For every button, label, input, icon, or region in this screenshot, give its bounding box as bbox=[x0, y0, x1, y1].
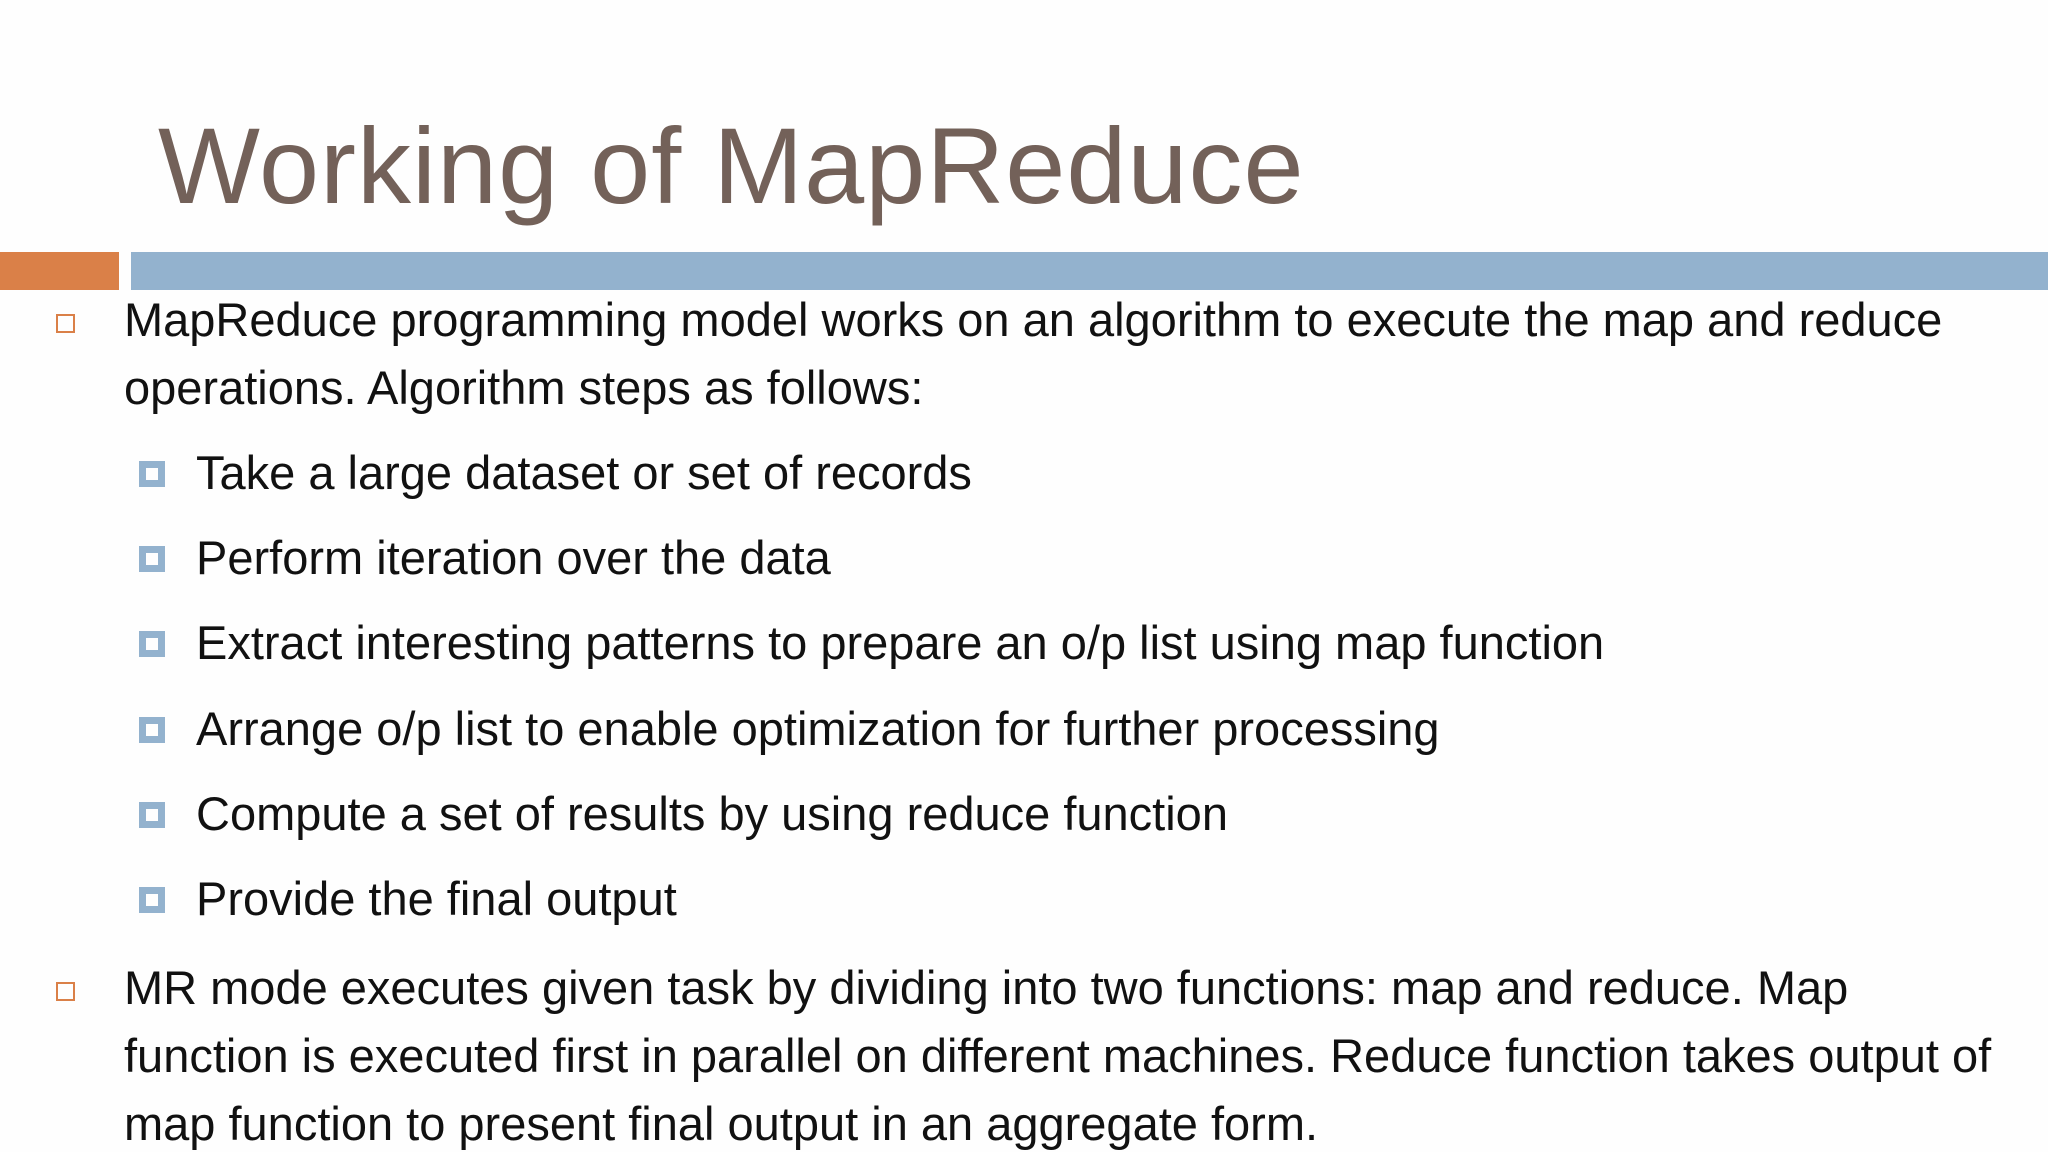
framed-square-bullet-icon bbox=[139, 802, 165, 828]
title-rule-bar bbox=[131, 252, 2048, 290]
sub-item-compute-results: Compute a set of results by using reduce function bbox=[196, 787, 1228, 840]
slide-title: Working of MapReduce bbox=[158, 105, 1305, 226]
framed-square-bullet-icon bbox=[139, 631, 165, 657]
framed-square-bullet-icon bbox=[139, 717, 165, 743]
framed-square-bullet-icon bbox=[139, 887, 165, 913]
sub-item-take-dataset: Take a large dataset or set of records bbox=[196, 446, 972, 499]
sub-item-extract-patterns: Extract interesting patterns to prepare an o/p list using map function bbox=[196, 616, 1605, 669]
framed-square-bullet-icon bbox=[139, 546, 165, 572]
hollow-square-bullet-icon bbox=[56, 314, 75, 333]
sub-item-iteration: Perform iteration over the data bbox=[196, 531, 831, 584]
framed-square-bullet-icon bbox=[139, 461, 165, 487]
title-rule-accent bbox=[0, 252, 119, 290]
sub-item-arrange-list: Arrange o/p list to enable optimization for further processing bbox=[196, 702, 1440, 755]
bullet-text-algorithm: MapReduce programming model works on an algorithm to execute the map and reduce operations. Algorithm steps as follows: bbox=[124, 293, 1943, 414]
bullet-text-mr-mode: MR mode executes given task by dividing into two functions: map and reduce. Map function is executed first in parallel on different machines. Reduce function takes output of map function to present final output in an aggregate form. bbox=[124, 961, 1992, 1150]
hollow-square-bullet-icon bbox=[56, 982, 75, 1001]
sub-item-final-output: Provide the final output bbox=[196, 872, 677, 925]
